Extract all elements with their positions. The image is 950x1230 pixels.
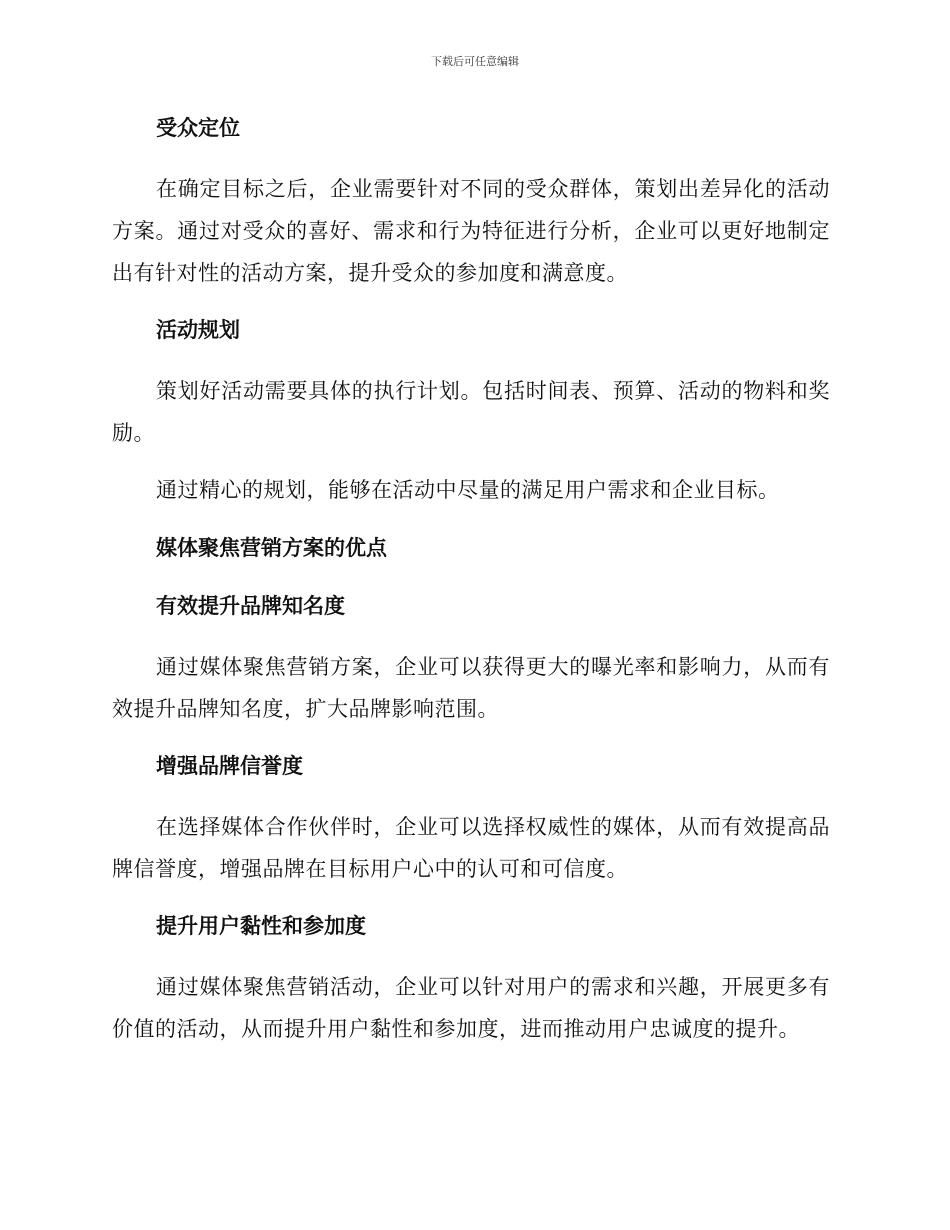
page-header-note: 下载后可任意编辑 <box>431 55 519 68</box>
section-heading-planning: 活动规划 <box>156 318 240 342</box>
section-heading-brand-credibility: 增强品牌信誉度 <box>156 754 303 778</box>
paragraph-brand-credibility: 在选择媒体合作伙伴时，企业可以选择权威性的媒体，从而有效提高品牌信誉度，增强品牌在目标用户心中的认可和可信度。 <box>112 815 830 881</box>
paragraph-audience: 在确定目标之后，企业需要针对不同的受众群体，策划出差异化的活动方案。通过对受众的喜好、需求和行为特征进行分析，企业可以更好地制定出有针对性的活动方案，提升受众的参加度和满意度。 <box>112 177 830 285</box>
section-heading-audience: 受众定位 <box>156 116 240 140</box>
section-heading-brand-awareness: 有效提升品牌知名度 <box>156 594 345 618</box>
section-heading-user-engagement: 提升用户黏性和参加度 <box>156 914 366 938</box>
document-body <box>112 110 830 1068</box>
paragraph-brand-awareness: 通过媒体聚焦营销方案，企业可以获得更大的曝光率和影响力，从而有效提升品牌知名度，扩大品牌影响范围。 <box>112 655 830 721</box>
paragraph-planning: 策划好活动需要具体的执行计划。包括时间表、预算、活动的物料和奖励。 <box>112 379 830 445</box>
paragraph-planning-summary: 通过精心的规划，能够在活动中尽量的满足用户需求和企业目标。 <box>156 478 780 502</box>
section-heading-advantages: 媒体聚焦营销方案的优点 <box>156 536 387 560</box>
paragraph-user-engagement: 通过媒体聚焦营销活动，企业可以针对用户的需求和兴趣，开展更多有价值的活动，从而提升用户黏性和参加度，进而推动用户忠诚度的提升。 <box>112 975 830 1041</box>
